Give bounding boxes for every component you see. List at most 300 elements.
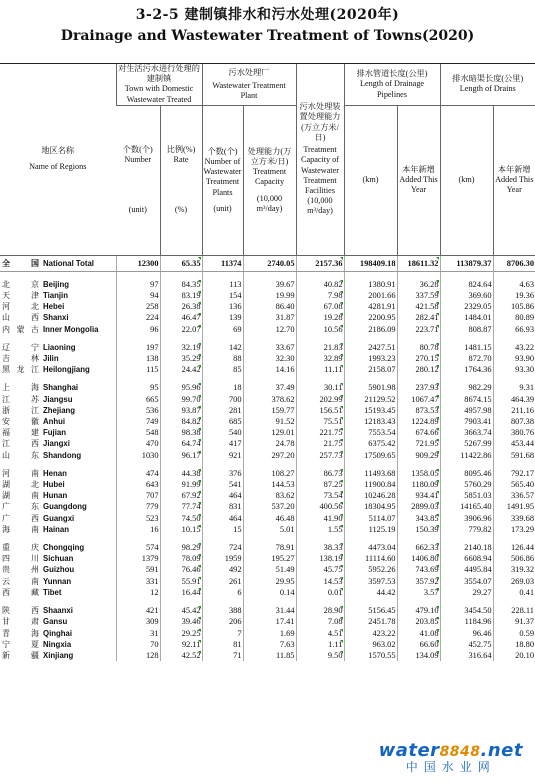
value-cell: 492 — [202, 564, 243, 575]
value-cell: 46.47 — [160, 312, 202, 323]
cell-marker-icon — [198, 617, 201, 620]
value-cell: 15 — [202, 524, 243, 535]
region-name-en: Xinjiang — [43, 650, 74, 660]
value-cell: 380.76 — [493, 427, 535, 438]
value-cell: 452.75 — [440, 639, 493, 650]
value-cell: 281 — [202, 405, 243, 416]
region-name — [0, 605, 116, 616]
value-cell: 69 — [202, 324, 243, 335]
cell-marker-icon — [436, 525, 439, 528]
value-cell: 4.51 — [296, 628, 344, 639]
value-cell: 96.46 — [440, 628, 493, 639]
cell-marker-icon — [340, 365, 343, 368]
cell-marker-icon — [436, 617, 439, 620]
value-cell: 506.86 — [493, 553, 535, 564]
region-name — [0, 394, 116, 405]
region-name — [0, 542, 116, 553]
cell-marker-icon — [436, 543, 439, 546]
cell-marker-icon — [340, 257, 343, 260]
value-cell: 67.92 — [160, 490, 202, 501]
value-cell: 92.11 — [160, 639, 202, 650]
cell-marker-icon — [340, 469, 343, 472]
cell-marker-icon — [198, 325, 201, 328]
cell-marker-icon — [198, 577, 201, 580]
region-name — [0, 639, 116, 650]
value-cell: 309 — [116, 616, 160, 627]
value-cell: 10.15 — [160, 524, 202, 535]
value-cell: 144.53 — [243, 479, 296, 490]
value-cell: 21.83 — [296, 342, 344, 353]
cell-marker-icon — [198, 514, 201, 517]
value-cell: 12300 — [116, 255, 160, 271]
cell-marker-icon — [198, 302, 201, 305]
cell-marker-icon — [340, 617, 343, 620]
cell-marker-icon — [198, 651, 201, 654]
cell-marker-icon — [198, 525, 201, 528]
value-cell: 1.55 — [296, 524, 344, 535]
cell-marker-icon — [340, 577, 343, 580]
table-row — [0, 468, 535, 479]
region-name-cn: 广西 — [2, 513, 39, 523]
value-cell: 37.49 — [243, 382, 296, 393]
cell-marker-icon — [436, 480, 439, 483]
value-cell: 5.01 — [243, 524, 296, 535]
value-cell: 4957.98 — [440, 405, 493, 416]
cell-marker-icon — [340, 651, 343, 654]
region-name-en: Ningxia — [43, 639, 72, 649]
region-name — [0, 479, 116, 490]
region-name-cn: 浙江 — [2, 405, 39, 415]
header-region: 地区名称 Name of Regions — [0, 64, 116, 255]
value-cell: 202.99 — [296, 394, 344, 405]
value-cell: 221.75 — [296, 427, 344, 438]
value-cell: 421 — [116, 605, 160, 616]
table-row — [0, 605, 535, 616]
cell-marker-icon — [436, 502, 439, 505]
value-cell: 700 — [202, 394, 243, 405]
value-cell: 5267.99 — [440, 438, 493, 449]
table-row — [0, 405, 535, 416]
region-name-en: Jiangxi — [43, 439, 70, 449]
value-cell: 99.70 — [160, 394, 202, 405]
cell-marker-icon — [340, 514, 343, 517]
value-cell: 3554.07 — [440, 576, 493, 587]
value-cell: 540 — [202, 427, 243, 438]
value-cell: 39.46 — [160, 616, 202, 627]
value-cell: 71 — [202, 650, 243, 661]
value-cell: 7.08 — [296, 616, 344, 627]
value-cell: 5901.98 — [344, 382, 397, 393]
value-cell: 2740.05 — [243, 255, 296, 271]
table-row — [0, 394, 535, 405]
cell-marker-icon — [436, 383, 439, 386]
value-cell: 258 — [116, 301, 160, 312]
region-name — [0, 255, 116, 271]
value-cell: 591.68 — [493, 450, 535, 461]
value-cell: 909.29 — [397, 450, 440, 461]
value-cell: 22.07 — [160, 324, 202, 335]
table-row — [0, 450, 535, 461]
value-cell: 7903.41 — [440, 416, 493, 427]
value-cell: 35.29 — [160, 353, 202, 364]
cell-marker-icon — [340, 543, 343, 546]
region-name-en: Yunnan — [43, 576, 72, 586]
group-spacer — [0, 271, 535, 279]
header-col-capacity: 处理能力(万立方米/日) Treatment Capacity (10,000 m³/day) — [243, 105, 296, 255]
region-name-cn: 河北 — [2, 302, 39, 312]
cell-marker-icon — [340, 325, 343, 328]
cell-marker-icon — [198, 606, 201, 609]
cell-marker-icon — [436, 469, 439, 472]
value-cell: 792.17 — [493, 468, 535, 479]
region-name — [0, 382, 116, 393]
value-cell: 18304.95 — [344, 501, 397, 512]
value-cell: 0.01 — [296, 587, 344, 598]
value-cell: 97 — [116, 279, 160, 290]
cell-marker-icon — [198, 640, 201, 643]
value-cell: 1.11 — [296, 639, 344, 650]
value-cell: 134.09 — [397, 650, 440, 661]
value-cell: 105.86 — [493, 301, 535, 312]
region-name — [0, 416, 116, 427]
value-cell: 128 — [116, 650, 160, 661]
value-cell: 30.11 — [296, 382, 344, 393]
value-cell: 1358.05 — [397, 468, 440, 479]
value-cell: 6608.94 — [440, 553, 493, 564]
value-cell: 83.19 — [160, 290, 202, 301]
value-cell: 77.74 — [160, 501, 202, 512]
region-name — [0, 290, 116, 301]
value-cell: 18.80 — [493, 639, 535, 650]
region-name-en: Shanxi — [43, 313, 69, 323]
cell-marker-icon — [198, 280, 201, 283]
value-cell: 32.19 — [160, 342, 202, 353]
table-row — [0, 353, 535, 364]
value-cell: 319.32 — [493, 564, 535, 575]
region-name-cn: 西藏 — [2, 587, 39, 597]
region-name-cn: 辽宁 — [2, 342, 39, 352]
value-cell: 91.52 — [243, 416, 296, 427]
table-body — [0, 255, 535, 661]
value-cell: 1959 — [202, 553, 243, 564]
cell-marker-icon — [198, 451, 201, 454]
value-cell: 11114.60 — [344, 553, 397, 564]
region-name — [0, 576, 116, 587]
cell-marker-icon — [340, 439, 343, 442]
value-cell: 18 — [202, 382, 243, 393]
value-cell: 5952.26 — [344, 564, 397, 575]
region-name-en: Shandong — [43, 450, 82, 460]
value-cell: 159.77 — [243, 405, 296, 416]
value-cell: 11493.68 — [344, 468, 397, 479]
header-group-pipe: 排水管道长度(公里) Length of Drainage Pipelines — [344, 64, 440, 105]
cell-marker-icon — [198, 428, 201, 431]
table-title-en: Drainage and Wastewater Treatment of Towns(2020) — [60, 28, 475, 44]
value-cell: 1125.19 — [344, 524, 397, 535]
value-cell: 1180.09 — [397, 479, 440, 490]
cell-marker-icon — [436, 406, 439, 409]
value-cell: 523 — [116, 513, 160, 524]
table-row — [0, 639, 535, 650]
cell-marker-icon — [198, 406, 201, 409]
cell-marker-icon — [340, 525, 343, 528]
value-cell: 0.59 — [493, 628, 535, 639]
region-name — [0, 513, 116, 524]
cell-marker-icon — [198, 417, 201, 420]
value-cell: 1484.01 — [440, 312, 493, 323]
value-cell: 1380.91 — [344, 279, 397, 290]
value-cell: 421.58 — [397, 301, 440, 312]
value-cell: 36.28 — [397, 279, 440, 290]
header-col-number: 个数(个) Number (unit) — [116, 105, 160, 255]
table-row — [0, 382, 535, 393]
value-cell: 1570.55 — [344, 650, 397, 661]
value-cell: 11374 — [202, 255, 243, 271]
value-cell: 674.66 — [397, 427, 440, 438]
value-cell: 15193.45 — [344, 405, 397, 416]
value-cell: 16.44 — [160, 587, 202, 598]
value-cell: 223.71 — [397, 324, 440, 335]
header-col-drain-added: 本年新增 Added This Year — [493, 105, 535, 255]
region-name-cn: 内蒙古 — [2, 324, 39, 334]
value-cell: 685 — [202, 416, 243, 427]
value-cell: 665 — [116, 394, 160, 405]
table-row — [0, 490, 535, 501]
cell-marker-icon — [436, 491, 439, 494]
value-cell: 80.78 — [397, 342, 440, 353]
value-cell: 1491.95 — [493, 501, 535, 512]
value-cell: 108.27 — [243, 468, 296, 479]
cell-marker-icon — [340, 629, 343, 632]
value-cell: 86.40 — [243, 301, 296, 312]
region-name-cn: 上海 — [2, 383, 39, 393]
region-name — [0, 468, 116, 479]
value-cell: 9.50 — [296, 650, 344, 661]
value-cell: 64.74 — [160, 438, 202, 449]
value-cell: 721.95 — [397, 438, 440, 449]
region-name-cn: 甘肃 — [2, 617, 39, 627]
value-cell: 591 — [116, 564, 160, 575]
value-cell: 126.44 — [493, 542, 535, 553]
value-cell: 417 — [202, 438, 243, 449]
region-name-cn: 重庆 — [2, 543, 39, 553]
value-cell: 982.29 — [440, 382, 493, 393]
region-name — [0, 353, 116, 364]
value-cell: 963.02 — [344, 639, 397, 650]
cell-marker-icon — [436, 291, 439, 294]
cell-marker-icon — [340, 302, 343, 305]
value-cell: 31.87 — [243, 312, 296, 323]
region-name-en: Guangdong — [43, 502, 87, 512]
cell-marker-icon — [340, 428, 343, 431]
value-cell: 14.16 — [243, 364, 296, 375]
value-cell: 21.75 — [296, 438, 344, 449]
table-row — [0, 553, 535, 564]
region-name-en: Tianjin — [43, 291, 68, 301]
cell-marker-icon — [340, 554, 343, 557]
value-cell: 662.33 — [397, 542, 440, 553]
value-cell: 11.85 — [243, 650, 296, 661]
value-cell: 9.31 — [493, 382, 535, 393]
value-cell: 1184.96 — [440, 616, 493, 627]
value-cell: 19.36 — [493, 290, 535, 301]
table-row — [0, 524, 535, 535]
cell-marker-icon — [198, 383, 201, 386]
value-cell: 2451.78 — [344, 616, 397, 627]
cell-marker-icon — [340, 383, 343, 386]
region-name — [0, 342, 116, 353]
value-cell: 12.70 — [243, 324, 296, 335]
value-cell: 369.60 — [440, 290, 493, 301]
value-cell: 45.75 — [296, 564, 344, 575]
value-cell: 724 — [202, 542, 243, 553]
value-cell: 574 — [116, 542, 160, 553]
value-cell: 1379 — [116, 553, 160, 564]
cell-marker-icon — [436, 588, 439, 591]
value-cell: 0.41 — [493, 587, 535, 598]
region-name-cn: 新疆 — [2, 650, 39, 660]
region-name-en: Hunan — [43, 491, 68, 501]
value-cell: 14165.40 — [440, 501, 493, 512]
value-cell: 113 — [202, 279, 243, 290]
table-header — [0, 64, 535, 255]
value-cell: 93.87 — [160, 405, 202, 416]
value-cell: 6375.42 — [344, 438, 397, 449]
region-name-en: Heilongjiang — [43, 365, 90, 375]
cell-marker-icon — [436, 554, 439, 557]
group-spacer — [0, 598, 535, 605]
cell-marker-icon — [340, 588, 343, 591]
value-cell: 41.08 — [397, 628, 440, 639]
value-cell: 707 — [116, 490, 160, 501]
region-name-en: Jilin — [43, 354, 59, 364]
value-cell: 67.08 — [296, 301, 344, 312]
table-row — [0, 416, 535, 427]
cell-marker-icon — [340, 451, 343, 454]
value-cell: 831 — [202, 501, 243, 512]
value-cell: 6 — [202, 587, 243, 598]
region-name-en: Henan — [43, 468, 67, 478]
value-cell: 2158.07 — [344, 364, 397, 375]
value-cell: 93.90 — [493, 353, 535, 364]
region-name — [0, 279, 116, 290]
cell-marker-icon — [198, 629, 201, 632]
statistics-table — [0, 64, 535, 661]
value-cell: 270.15 — [397, 353, 440, 364]
region-name — [0, 553, 116, 564]
cell-marker-icon — [198, 565, 201, 568]
value-cell: 46.48 — [243, 513, 296, 524]
cell-marker-icon — [198, 395, 201, 398]
value-cell: 643 — [116, 479, 160, 490]
table-row — [0, 279, 535, 290]
table-row — [0, 501, 535, 512]
region-name-en: Hubei — [43, 480, 65, 490]
value-cell: 343.85 — [397, 513, 440, 524]
value-cell: 7.63 — [243, 639, 296, 650]
value-cell: 423.22 — [344, 628, 397, 639]
region-name-cn: 海南 — [2, 524, 39, 534]
value-cell: 2427.51 — [344, 342, 397, 353]
value-cell: 228.11 — [493, 605, 535, 616]
value-cell: 98.29 — [160, 542, 202, 553]
value-cell: 376 — [202, 468, 243, 479]
region-name-cn: 云南 — [2, 576, 39, 586]
header-col-plants: 个数(个) Number of Wastewater Treatment Plants (unit) — [202, 105, 243, 255]
value-cell: 4.63 — [493, 279, 535, 290]
table-row — [0, 650, 535, 661]
cell-marker-icon — [436, 365, 439, 368]
value-cell: 5114.07 — [344, 513, 397, 524]
region-name-cn: 湖南 — [2, 491, 39, 501]
value-cell: 743.69 — [397, 564, 440, 575]
value-cell: 91.37 — [493, 616, 535, 627]
region-name — [0, 301, 116, 312]
value-cell: 87.25 — [296, 479, 344, 490]
value-cell: 65.35 — [160, 255, 202, 271]
region-name-cn: 天津 — [2, 291, 39, 301]
value-cell: 779.82 — [440, 524, 493, 535]
region-name-en: Shaanxi — [43, 606, 73, 616]
region-name-en: Liaoning — [43, 342, 76, 352]
value-cell: 4473.04 — [344, 542, 397, 553]
cell-marker-icon — [436, 439, 439, 442]
value-cell: 136 — [202, 301, 243, 312]
table-row — [0, 587, 535, 598]
cell-marker-icon — [436, 313, 439, 316]
value-cell: 470 — [116, 438, 160, 449]
value-cell: 138.19 — [296, 553, 344, 564]
region-name-en: Shanghai — [43, 383, 79, 393]
value-cell: 88 — [202, 353, 243, 364]
value-cell: 31 — [116, 628, 160, 639]
value-cell: 21129.52 — [344, 394, 397, 405]
header-group-domestic: 对生活污水进行处理的建制镇 Town with Domestic Wastewater Treated — [116, 64, 202, 105]
cell-marker-icon — [436, 343, 439, 346]
value-cell: 1764.36 — [440, 364, 493, 375]
value-cell: 24.78 — [243, 438, 296, 449]
value-cell: 824.64 — [440, 279, 493, 290]
value-cell: 934.41 — [397, 490, 440, 501]
value-cell: 1.69 — [243, 628, 296, 639]
value-cell: 94 — [116, 290, 160, 301]
value-cell: 2157.36 — [296, 255, 344, 271]
value-cell: 316.64 — [440, 650, 493, 661]
value-cell: 1481.15 — [440, 342, 493, 353]
cell-marker-icon — [340, 280, 343, 283]
value-cell: 203.85 — [397, 616, 440, 627]
value-cell: 28.90 — [296, 605, 344, 616]
value-cell: 5156.45 — [344, 605, 397, 616]
value-cell: 1406.80 — [397, 553, 440, 564]
value-cell: 86.73 — [296, 468, 344, 479]
watermark-logo: water8848.net 中国水业网 — [378, 740, 523, 774]
region-name — [0, 364, 116, 375]
table-row — [0, 364, 535, 375]
cell-marker-icon — [340, 354, 343, 357]
region-name-cn: 江西 — [2, 439, 39, 449]
value-cell: 4495.84 — [440, 564, 493, 575]
region-name-en: Sichuan — [43, 554, 74, 564]
region-name-en: Inner Mongolia — [43, 324, 99, 334]
value-cell: 211.16 — [493, 405, 535, 416]
value-cell: 156.51 — [296, 405, 344, 416]
value-cell: 40.82 — [296, 279, 344, 290]
value-cell: 74.50 — [160, 513, 202, 524]
value-cell: 378.62 — [243, 394, 296, 405]
value-cell: 93.30 — [493, 364, 535, 375]
value-cell: 29.25 — [160, 628, 202, 639]
